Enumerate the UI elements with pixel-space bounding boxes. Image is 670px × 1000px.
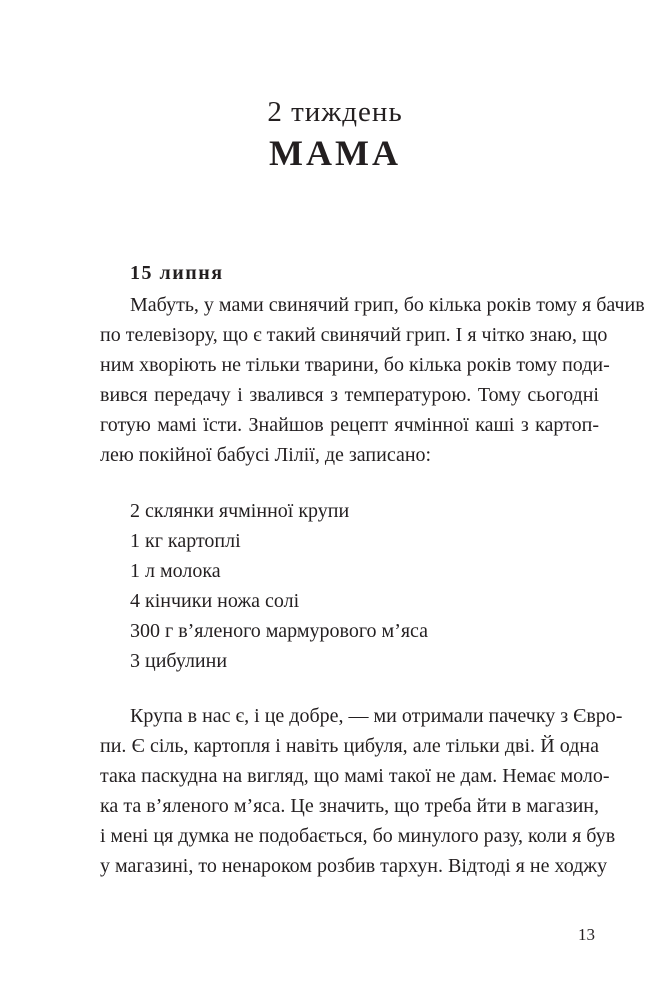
paragraph-line: у магазині, то ненароком розбив тархун. Відтоді я не ходжу: [100, 855, 608, 877]
entry-date: 15 липня: [130, 262, 224, 284]
paragraph-line: Мабуть, у мами свинячий грип, бо кілька років тому я бачив: [130, 294, 645, 316]
ingredient-item: 1 л молока: [130, 560, 221, 582]
paragraph-line: лею покійної бабусі Лілії, де записано:: [100, 444, 432, 466]
paragraph-2: [100, 701, 623, 881]
paragraph-line: по телевізору, що є такий свинячий грип. І я чітко знаю, що: [100, 324, 608, 346]
paragraph-line: така паскудна на вигляд, що мамі такої не дам. Немає моло-: [100, 765, 610, 787]
paragraph-1: [100, 290, 645, 470]
ingredient-item: 2 склянки ячмінної крупи: [130, 500, 350, 522]
paragraph-line: вився передачу і звалився з температурою. Тому сьогодні: [100, 384, 599, 406]
paragraph-line: пи. Є сіль, картопля і навіть цибуля, але тільки дві. Й одна: [100, 735, 599, 757]
paragraph-line: готую мамі їсти. Знайшов рецепт ячмінної каші з картоп-: [100, 414, 599, 436]
page-number: 13: [578, 925, 595, 944]
paragraph-line: Крупа в нас є, і це добре, — ми отримали пачечку з Євро-: [130, 705, 623, 727]
paragraph-line: ка та в’яленого м’яса. Це значить, що треба йти в магазин,: [100, 795, 599, 817]
ingredient-item: 300 г в’яленого мармурового м’яса: [130, 620, 429, 642]
chapter-week-heading: 2 тиждень: [267, 96, 403, 128]
ingredient-item: 4 кінчики ножа солі: [130, 590, 300, 612]
paragraph-line: і мені ця думка не подобається, бо минулого разу, коли я був: [100, 825, 616, 847]
ingredient-item: 3 цибулини: [130, 650, 228, 672]
ingredient-list: [130, 496, 428, 676]
chapter-title: МАМА: [269, 133, 401, 173]
paragraph-line: ним хворіють не тільки тварини, бо кілька років тому поди-: [100, 354, 610, 376]
ingredient-item: 1 кг картоплі: [130, 530, 241, 552]
